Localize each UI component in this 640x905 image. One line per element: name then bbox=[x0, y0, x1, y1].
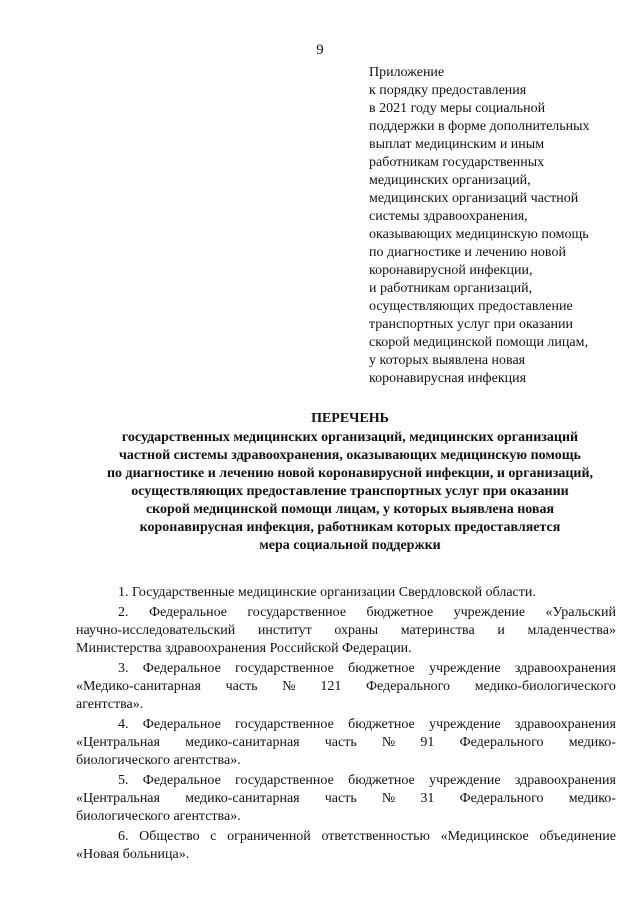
list-item bbox=[76, 660, 616, 714]
list-item-line: «Центральная медико-санитарная часть № 31 Федерального медико- bbox=[76, 791, 616, 806]
page-number: 9 bbox=[316, 42, 324, 58]
list-item-line: «Новая больница». bbox=[76, 847, 190, 862]
list-item-line: 3. Федеральное государственное бюджетное учреждение здравоохранения bbox=[118, 661, 616, 676]
appendix-line: и работникам организаций, bbox=[369, 281, 533, 296]
title-line: осуществляющих предоставление транспортных услуг при оказании bbox=[131, 484, 569, 499]
title-text bbox=[60, 429, 640, 555]
list-item-line: Министерства здравоохранения Российской Федерации. bbox=[76, 641, 412, 656]
title-line: скорой медицинской помощи лицам, у которых выявлена новая bbox=[145, 502, 555, 517]
appendix-line: поддержки в форме дополнительных bbox=[369, 119, 590, 134]
appendix-line: коронавирусной инфекции, bbox=[369, 263, 533, 278]
title-line: мера социальной поддержки bbox=[259, 538, 441, 553]
list-item-line: биологического агентства». bbox=[76, 809, 241, 824]
appendix-line: по диагностике и лечению новой bbox=[369, 245, 566, 260]
appendix-line: транспортных услуг при оказании bbox=[369, 317, 573, 332]
list-item-line: 1. Государственные медицинские организации Свердловской области. bbox=[118, 585, 536, 600]
appendix-line: медицинских организаций частной bbox=[369, 191, 579, 206]
organization-list bbox=[76, 584, 616, 866]
list-item bbox=[76, 828, 616, 864]
title-line: частной системы здравоохранения, оказывающих медицинскую помощь bbox=[119, 448, 581, 463]
list-item-line: 2. Федеральное государственное бюджетное учреждение «Уральский bbox=[118, 605, 616, 620]
list-item-line: 6. Общество с ограниченной ответственностью «Медицинское объединение bbox=[118, 829, 616, 844]
appendix-line: у которых выявлена новая bbox=[369, 353, 526, 368]
title-line: коронавирусная инфекция, работникам которых предоставляется bbox=[139, 520, 561, 535]
list-item bbox=[76, 716, 616, 770]
title-line: по диагностике и лечению новой коронавирусной инфекции, и организаций, bbox=[106, 466, 594, 481]
appendix-line: скорой медицинской помощи лицам, bbox=[369, 335, 588, 350]
title-heading: ПЕРЕЧЕНЬ bbox=[311, 411, 389, 426]
list-item-line: 5. Федеральное государственное бюджетное учреждение здравоохранения bbox=[118, 773, 616, 788]
appendix-line: работникам государственных bbox=[369, 155, 545, 170]
list-item-line: «Медико-санитарная часть № 121 Федерального медико-биологического bbox=[76, 679, 616, 694]
list-item-line: научно-исследовательский институт охраны материнства и младенчества» bbox=[76, 623, 616, 638]
appendix-block bbox=[369, 64, 634, 388]
appendix-line: медицинских организаций, bbox=[369, 173, 531, 188]
title-line: государственных медицинских организаций, медицинских организаций bbox=[121, 430, 579, 445]
appendix-line: коронавирусная инфекция bbox=[369, 371, 527, 386]
list-item-line: агентства». bbox=[76, 697, 144, 712]
appendix-line: оказывающих медицинскую помощь bbox=[369, 227, 589, 242]
appendix-line: в 2021 году меры социальной bbox=[369, 101, 546, 116]
list-item bbox=[76, 604, 616, 658]
list-item-line: 4. Федеральное государственное бюджетное учреждение здравоохранения bbox=[118, 717, 616, 732]
appendix-line: системы здравоохранения, bbox=[369, 209, 528, 224]
document-title bbox=[60, 410, 640, 555]
list-item-line: биологического агентства». bbox=[76, 753, 241, 768]
appendix-line: к порядку предоставления bbox=[369, 83, 527, 98]
list-item bbox=[76, 772, 616, 826]
list-item-line: «Центральная медико-санитарная часть № 91 Федерального медико- bbox=[76, 735, 616, 750]
list-item bbox=[76, 584, 616, 602]
appendix-line: Приложение bbox=[369, 65, 445, 80]
appendix-line: осуществляющих предоставление bbox=[369, 299, 573, 314]
appendix-line: выплат медицинским и иным bbox=[369, 137, 545, 152]
